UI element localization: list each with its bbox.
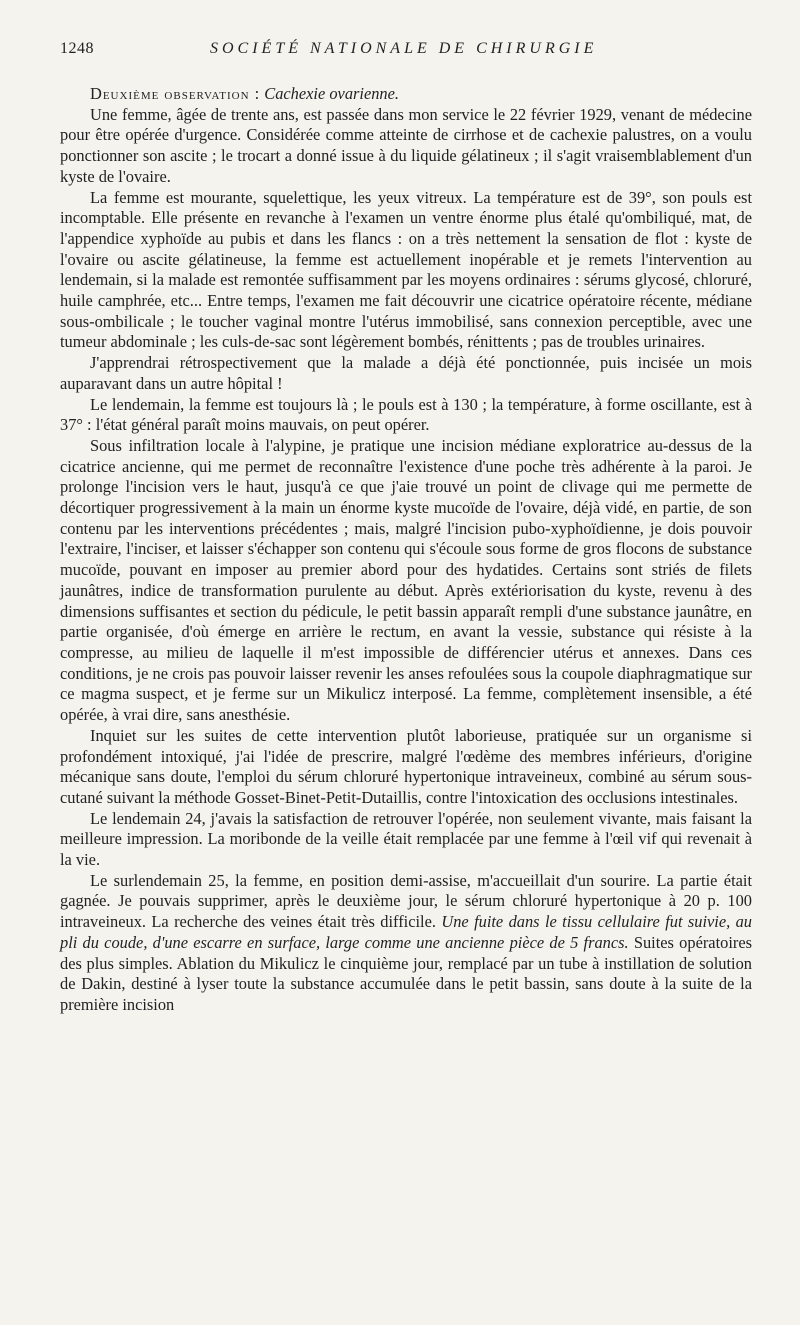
observation-heading xyxy=(60,84,752,105)
paragraph: Inquiet sur les suites de cette intervention plutôt laborieuse, pratiquée sur un organisme si profondément intoxiqué, j'ai l'idée de prescrire, malgré l'œdème des membres inférieurs, d'origine mécanique sans doute, l'emploi du sérum chloruré hypertonique intraveineux, combiné au sérum sous-cutané suivant la méthode Gosset-Binet-Petit-Dutaillis, contre l'intoxication des occlusions intestinales. xyxy=(60,725,752,807)
text-run: Suites opératoires des plus simples. Ablation du Mikulicz le cinquième jour, remplacé par un tube à instillation de solution de Dakin, destiné à lyser toute la substance accumulée dans le petit bassin, sans doute à la suite de la première incision xyxy=(60,932,752,1014)
body-text xyxy=(60,84,752,1016)
paragraph: La femme est mourante, squelettique, les yeux vitreux. La température est de 39°, son pouls est incomptable. Elle présente en revanche à l'examen un ventre énorme plus étalé qu'ombiliqué, mat, de l'appendice xyphoïde au pubis et dans les flancs : on a très nettement la sensation de flot : kyste de l'ovaire ou ascite gélatineuse, la femme est actuellement inopérable et je remets l'intervention au lendemain, si la malade est remontée suffisamment par les moyens ordinaires : sérums glycosé, chloruré, huile camphrée, etc... Entre temps, l'examen me fait découvrir une cicatrice opératoire récente, médiane sous-ombilicale ; le toucher vaginal montre l'utérus immobilisé, sans connexion perceptible, avec une tumeur abdominale ; les culs-de-sac sont légèrement bombés, rénittents ; pas de troubles urinaires. xyxy=(60,187,752,352)
paragraph: Sous infiltration locale à l'alypine, je pratique une incision médiane exploratrice au-dessus de la cicatrice ancienne, qui me permet de reconnaître l'existence d'une poche très adhérente à la paroi. Je prolonge l'incision vers le haut, jusqu'à ce que j'aie trouvé un point de clivage qui me permette de décortiquer progressivement à la main un énorme kyste mucoïde de l'ovaire, déjà vidé, en partie, de son contenu par les interventions précédentes ; mais, malgré l'incision pubo-xyphoïdienne, je dois pouvoir l'extraire, l'inciser, et laisser s'échapper son contenu qui s'écoule sous forme de gros flocons de substance mucoïde, pouvant en imposer au premier abord pour des hydatides. Certains sont striés de filets jaunâtres, indice de transformation purulente au début. Après extériorisation du kyste, revenu à des dimensions suffisantes et section du pédicule, le petit bassin apparaît rempli d'une substance jaunâtre, en partie organisée, d'où émerge en arrière le rectum, en avant la vessie, substance qui résiste à la compresse, au milieu de laquelle il m'est impossible de différencier utérus et annexes. Dans ces conditions, je ne crois pas pouvoir laisser revenir les anses refoulées sous la coupole diaphragmatique sur ce magma suspect, et je ferme sur un Mikulicz interposé. La femme, complètement insensible, a été opérée, à vrai dire, sans anesthésie. xyxy=(60,435,752,725)
page-header xyxy=(60,40,750,64)
paragraph: Le lendemain 24, j'avais la satisfaction de retrouver l'opérée, non seulement vivante, mais faisant la meilleure impression. La moribonde de la veille était remplacée par une femme à l'œil vif qui revenait à la vie. xyxy=(60,808,752,870)
text-run: Le surlendemain 25, la femme, en position demi-assise, m'accueillait d'un sourire. La partie était gagnée. Je pouvais supprimer, après le deuxième jour, le sérum chloruré hypertonique à 20 p. 100 intraveineux. La recherche des veines était très difficile. xyxy=(60,870,752,932)
observation-label: Deuxième observation : xyxy=(90,84,261,103)
italic-run: Une fuite dans le tissu cellulaire fut suivie, au pli du coude, d'une escarre en surface, large comme une ancienne pièce de 5 francs. xyxy=(60,912,752,952)
paragraph: Une femme, âgée de trente ans, est passée dans mon service le 22 février 1929, venant de médecine pour être opérée d'urgence. Considérée comme atteinte de cirrhose et de cachexie palustres, on a voulu ponctionner son ascite ; le trocart a donné issue à du liquide gélatineux ; il s'agit vraisemblablement d'un kyste de l'ovaire. xyxy=(60,104,752,186)
paragraph: Le lendemain, la femme est toujours là ; le pouls est à 130 ; la température, à forme oscillante, est à 37° : l'état général paraît moins mauvais, on peut opérer. xyxy=(60,394,752,435)
paragraph-last xyxy=(60,871,752,1016)
paragraph: J'apprendrai rétrospectivement que la malade a déjà été ponctionnée, puis incisée un mois auparavant dans un autre hôpital ! xyxy=(60,353,752,393)
observation-title: Cachexie ovarienne. xyxy=(264,84,399,103)
page-number: 1248 xyxy=(60,40,94,57)
running-head: SOCIÉTÉ NATIONALE DE CHIRURGIE xyxy=(210,40,598,57)
